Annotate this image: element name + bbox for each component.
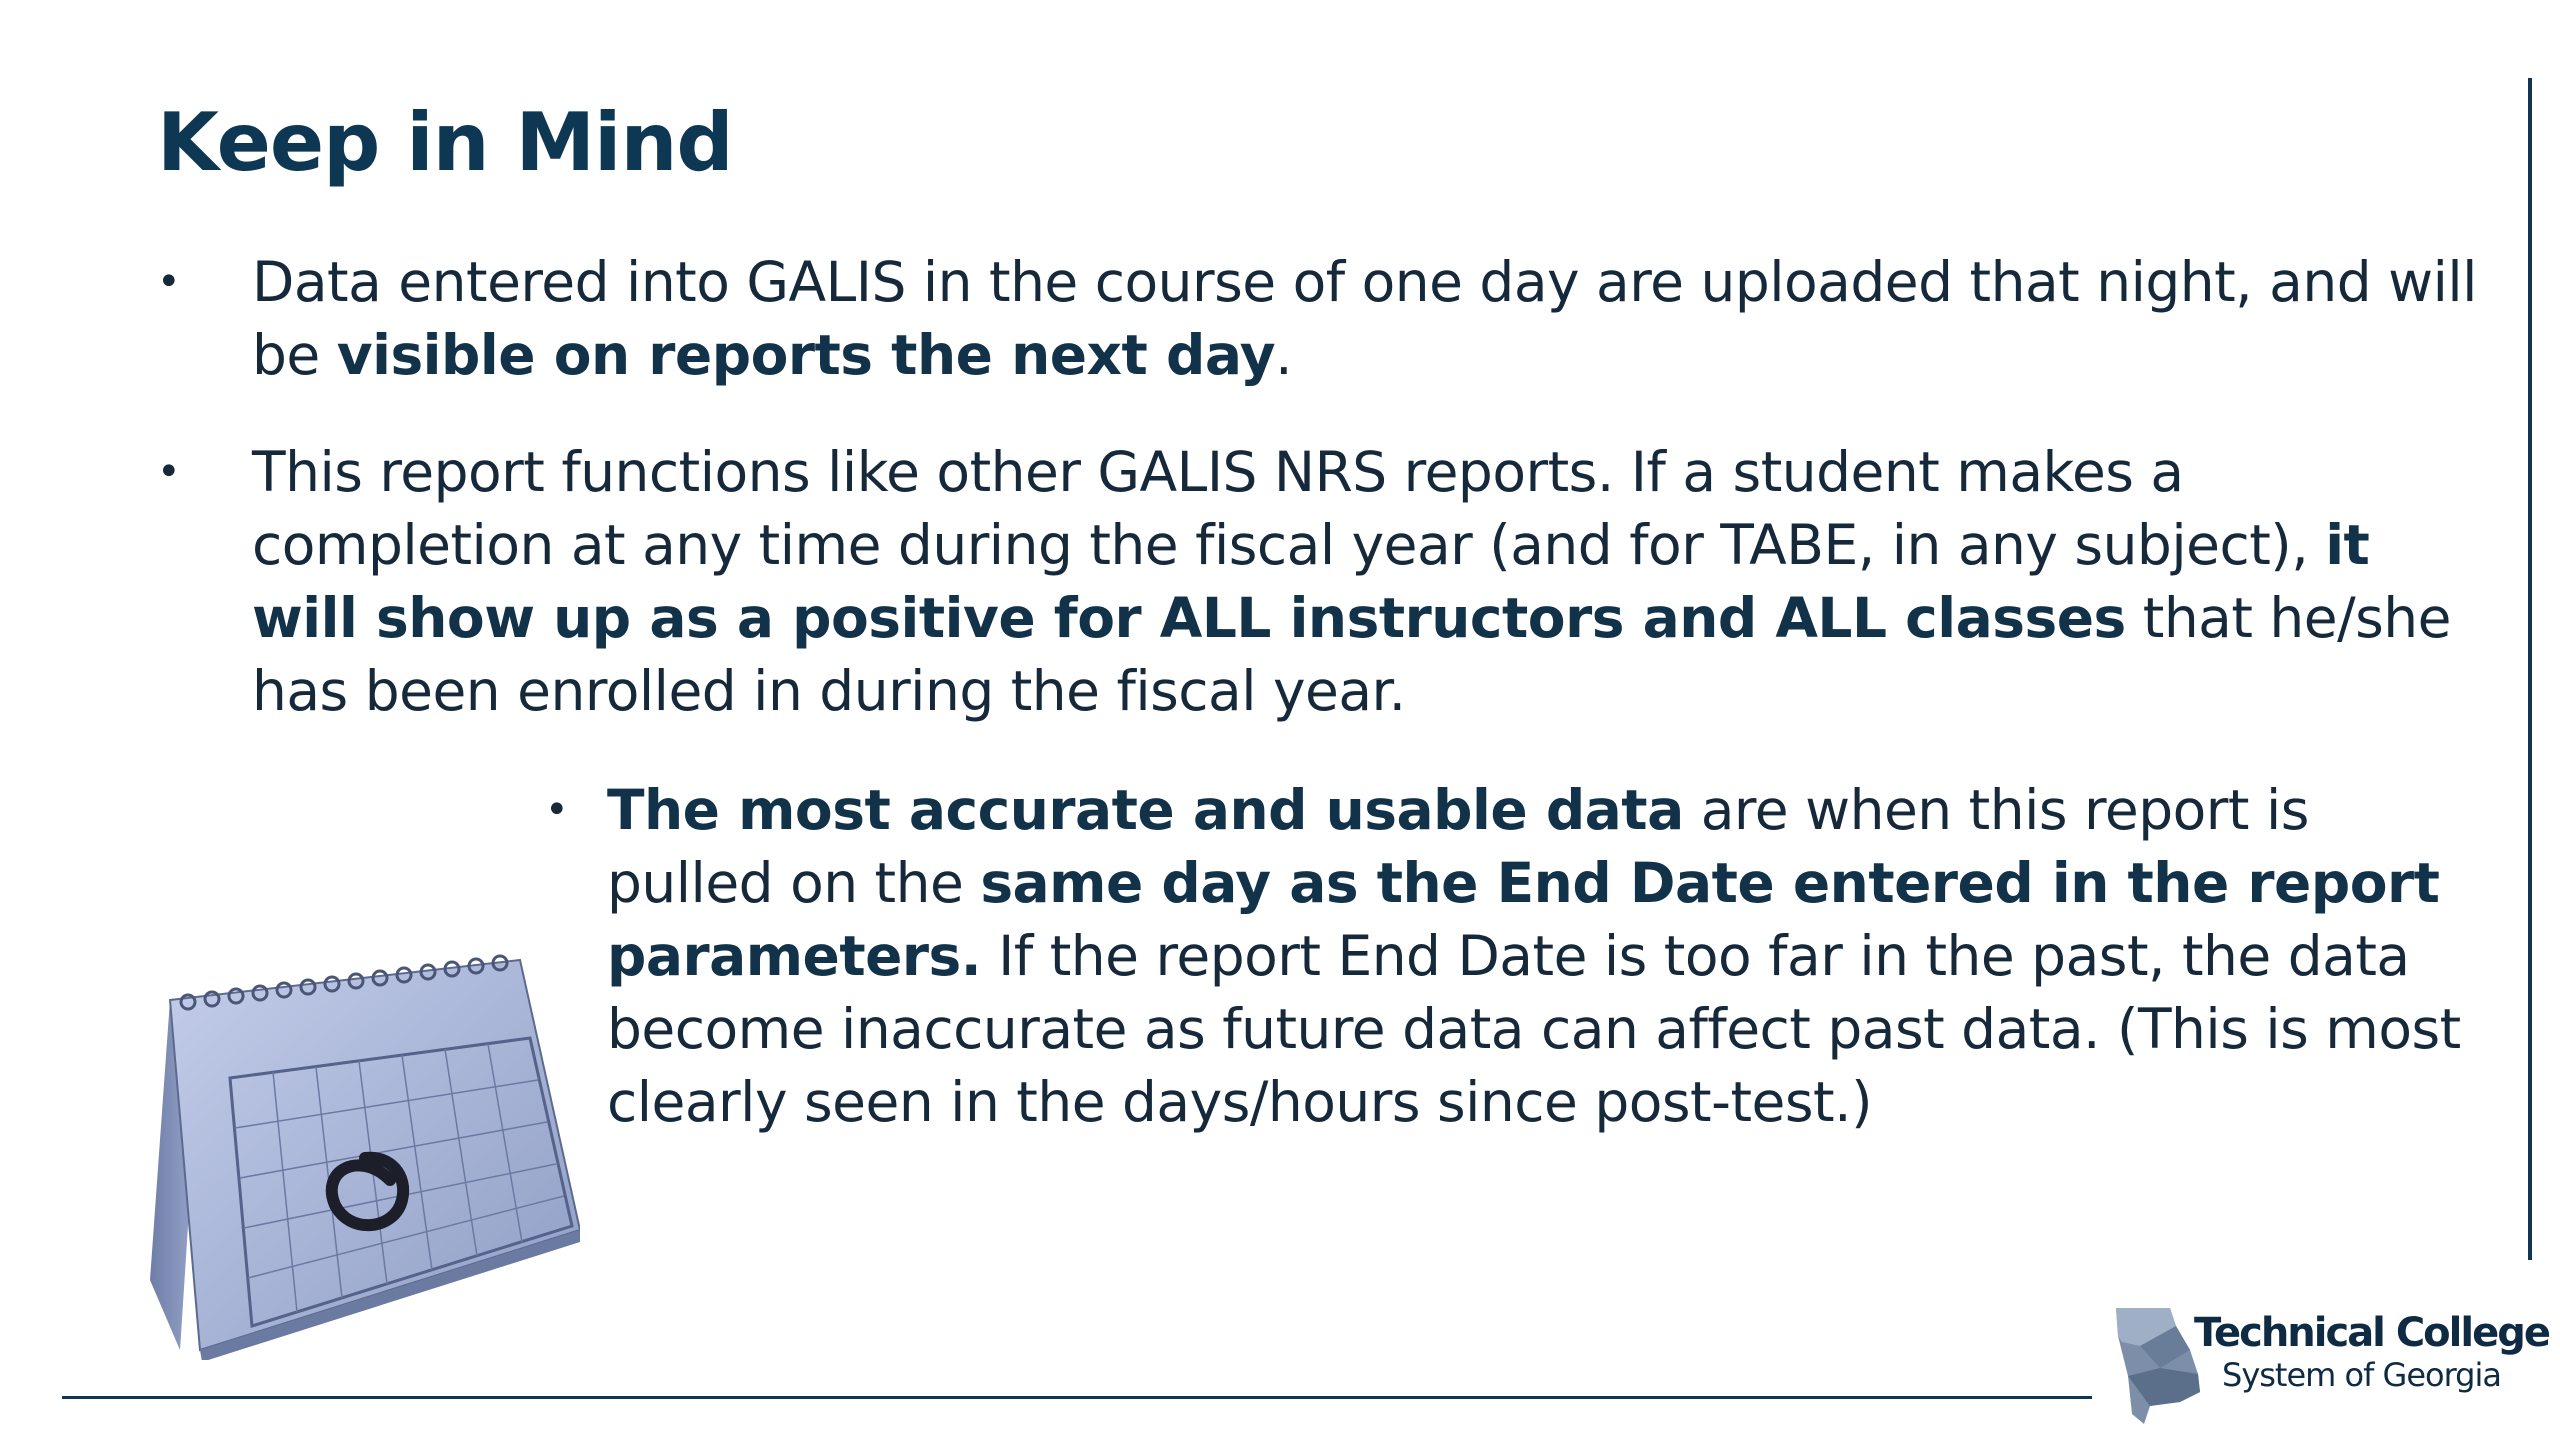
- bullet-3-part-2: are when this report is pulled on the: [607, 778, 2309, 915]
- bullet-marker: •: [157, 449, 181, 495]
- bullet-3-part-3: same day as the End Date entered in the report parameters.: [607, 851, 2440, 988]
- bullet-3-part-1: The most accurate and usable data: [607, 778, 1684, 842]
- logo-line-2: System of Georgia: [2222, 1356, 2501, 1394]
- bullet-marker: •: [545, 787, 569, 833]
- bullet-item-1: [157, 246, 2487, 392]
- bullet-item-3: [545, 774, 2485, 1139]
- slide-title: Keep in Mind: [157, 96, 733, 189]
- logo-line-1: Technical College: [2194, 1310, 2549, 1356]
- right-divider: [2528, 78, 2532, 1260]
- bullet-text-3: [607, 774, 2485, 1139]
- bullet-text-1: [252, 246, 2487, 392]
- bullet-2-part-2: it will show up as a positive for ALL instructors and ALL classes: [252, 513, 2370, 650]
- calendar-icon: [140, 930, 580, 1360]
- bullet-2-part-1: This report functions like other GALIS NRS reports. If a student makes a completion at any time during the fiscal year (and for TABE, in any subject),: [252, 440, 2326, 577]
- bullet-1-part-3: .: [1275, 323, 1293, 387]
- bullet-text-2: [252, 436, 2487, 728]
- bullet-marker: •: [157, 259, 181, 305]
- bullet-3-part-4: If the report End Date is too far in the past, the data become inaccurate as future data can affect past data. (This is most clearly seen in the days/hours since post-test.): [607, 924, 2461, 1134]
- bullet-item-2: [157, 436, 2487, 728]
- bullet-1-part-2: visible on reports the next day: [336, 323, 1276, 387]
- bullet-1-part-1: Data entered into GALIS in the course of one day are uploaded that night, and will be: [252, 250, 2477, 387]
- technical-college-logo: [2110, 1306, 2550, 1426]
- bottom-divider: [62, 1396, 2092, 1399]
- bullet-2-part-3: that he/she has been enrolled in during the fiscal year.: [252, 586, 2452, 723]
